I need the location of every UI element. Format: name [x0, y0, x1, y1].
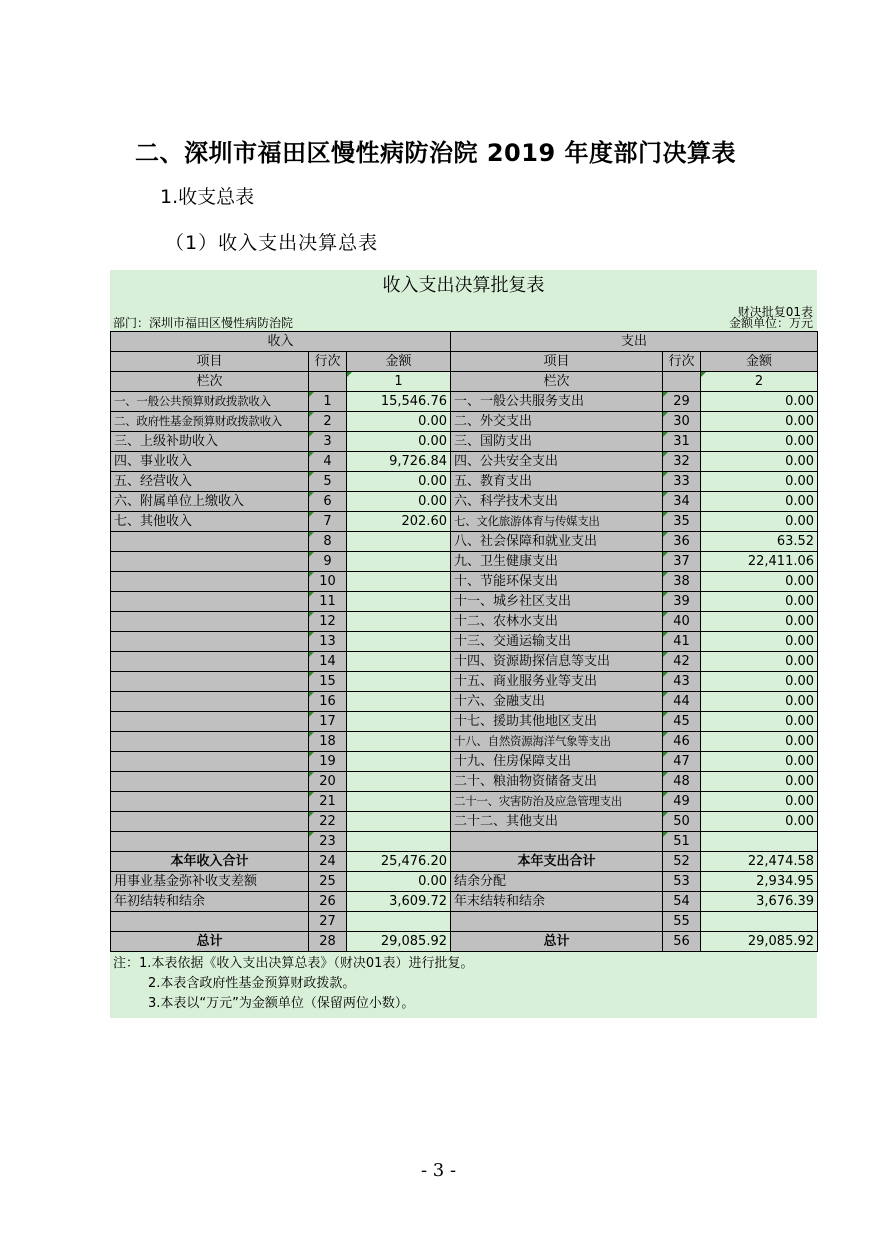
- expense-amount: [701, 912, 818, 932]
- expense-row-no: 48: [663, 772, 701, 792]
- expense-amount: 0.00: [701, 432, 818, 452]
- unit-label: 金额单位：万元: [728, 316, 813, 330]
- table-row: [111, 632, 818, 652]
- income-amount-header: 金额: [347, 352, 451, 372]
- column-header-row: [111, 352, 818, 372]
- expense-amount: 0.00: [701, 752, 818, 772]
- table-notes: [110, 952, 817, 1018]
- expense-row-no: 40: [663, 612, 701, 632]
- expense-row-no: 42: [663, 652, 701, 672]
- income-row-no: 13: [309, 632, 347, 652]
- expense-amount: 22,411.06: [701, 552, 818, 572]
- expense-amount: 0.00: [701, 712, 818, 732]
- expense-item-label: 七、文化旅游体育与传媒支出: [451, 512, 663, 532]
- expense-item-label: 八、社会保障和就业支出: [451, 532, 663, 552]
- income-row-no: 22: [309, 812, 347, 832]
- income-amount: [347, 552, 451, 572]
- income-item-label: 年初结转和结余: [111, 892, 309, 912]
- table-row: [111, 412, 818, 432]
- expense-item-label: [451, 912, 663, 932]
- expense-amount: 0.00: [701, 632, 818, 652]
- income-amount: 0.00: [347, 872, 451, 892]
- grand-total-row: [111, 932, 818, 952]
- expense-amount: 0.00: [701, 792, 818, 812]
- expense-item-label: 十三、交通运输支出: [451, 632, 663, 652]
- income-lanci-blank: [309, 372, 347, 392]
- expense-amount: [701, 832, 818, 852]
- income-item-label: [111, 772, 309, 792]
- expense-amount: 0.00: [701, 492, 818, 512]
- income-item-label: [111, 652, 309, 672]
- page-number: - 3 -: [420, 1160, 457, 1181]
- expense-year-total-amount: 22,474.58: [701, 852, 818, 872]
- expense-row-no: 30: [663, 412, 701, 432]
- expense-amount: 0.00: [701, 472, 818, 492]
- income-grand-total-amount: 29,085.92: [347, 932, 451, 952]
- expense-item-label: [451, 832, 663, 852]
- income-amount: [347, 812, 451, 832]
- income-item-label: [111, 552, 309, 572]
- expense-item-header: 项目: [451, 352, 663, 372]
- expense-row-no: 51: [663, 832, 701, 852]
- expense-item-label: 十六、金融支出: [451, 692, 663, 712]
- income-row-no: 9: [309, 552, 347, 572]
- table-subheading: （1）收入支出决算总表: [165, 232, 379, 254]
- expense-row-no: 39: [663, 592, 701, 612]
- income-item-label: 七、其他收入: [111, 512, 309, 532]
- table-row: [111, 652, 818, 672]
- expense-amount: 0.00: [701, 732, 818, 752]
- income-row-no: 21: [309, 792, 347, 812]
- income-amount: 202.60: [347, 512, 451, 532]
- expense-row-no: 35: [663, 512, 701, 532]
- table-row: [111, 732, 818, 752]
- income-amount: [347, 732, 451, 752]
- table-row: [111, 832, 818, 852]
- expense-row-no: 47: [663, 752, 701, 772]
- expense-year-total-label: 本年支出合计: [451, 852, 663, 872]
- expense-amount: 0.00: [701, 392, 818, 412]
- section-header-row: [111, 332, 818, 352]
- income-year-total-amount: 25,476.20: [347, 852, 451, 872]
- income-amount: [347, 652, 451, 672]
- income-amount: [347, 672, 451, 692]
- income-row-no: 18: [309, 732, 347, 752]
- expense-row-no: 41: [663, 632, 701, 652]
- income-item-label: [111, 632, 309, 652]
- expense-grand-total-label: 总计: [451, 932, 663, 952]
- expense-row-header: 行次: [663, 352, 701, 372]
- income-amount: [347, 592, 451, 612]
- income-row-no: 19: [309, 752, 347, 772]
- expense-item-label: 十、节能环保支出: [451, 572, 663, 592]
- expense-row-no: 34: [663, 492, 701, 512]
- table-row: [111, 392, 818, 412]
- income-item-label: [111, 912, 309, 932]
- income-grand-total-no: 28: [309, 932, 347, 952]
- expense-grand-total-amount: 29,085.92: [701, 932, 818, 952]
- approval-sheet: [110, 270, 817, 1018]
- income-row-no: 3: [309, 432, 347, 452]
- lanci-row: [111, 372, 818, 392]
- expense-item-label: 二十、粮油物资储备支出: [451, 772, 663, 792]
- expense-row-no: 45: [663, 712, 701, 732]
- income-year-total-no: 24: [309, 852, 347, 872]
- expense-item-label: 九、卫生健康支出: [451, 552, 663, 572]
- table-row: [111, 772, 818, 792]
- income-row-no: 27: [309, 912, 347, 932]
- expense-amount: 0.00: [701, 652, 818, 672]
- budget-table: [110, 331, 818, 952]
- expense-row-no: 32: [663, 452, 701, 472]
- expense-amount: 0.00: [701, 812, 818, 832]
- income-item-label: 四、事业收入: [111, 452, 309, 472]
- income-row-no: 17: [309, 712, 347, 732]
- table-row: [111, 692, 818, 712]
- expense-row-no: 37: [663, 552, 701, 572]
- expense-item-label: 四、公共安全支出: [451, 452, 663, 472]
- expense-amount: 0.00: [701, 412, 818, 432]
- expense-amount: 0.00: [701, 572, 818, 592]
- income-item-label: 二、政府性基金预算财政拨款收入: [111, 412, 309, 432]
- income-row-no: 11: [309, 592, 347, 612]
- income-amount: 0.00: [347, 492, 451, 512]
- note-line: 注：1.本表依据《收入支出决算总表》（财决01表）进行批复。: [113, 956, 474, 971]
- income-row-no: 16: [309, 692, 347, 712]
- income-row-no: 10: [309, 572, 347, 592]
- year-total-row: [111, 852, 818, 872]
- income-item-label: [111, 592, 309, 612]
- table-row: [111, 752, 818, 772]
- expense-lanci-label: 栏次: [451, 372, 663, 392]
- income-item-label: [111, 532, 309, 552]
- income-item-label: [111, 832, 309, 852]
- expense-amount: 2,934.95: [701, 872, 818, 892]
- summary-body: [111, 852, 818, 952]
- expense-year-total-no: 52: [663, 852, 701, 872]
- income-item-label: [111, 692, 309, 712]
- income-amount: 9,726.84: [347, 452, 451, 472]
- income-item-header: 项目: [111, 352, 309, 372]
- table-row: [111, 472, 818, 492]
- expense-row-no: 44: [663, 692, 701, 712]
- expense-item-label: 十八、自然资源海洋气象等支出: [451, 732, 663, 752]
- expense-amount: 63.52: [701, 532, 818, 552]
- income-amount: 0.00: [347, 412, 451, 432]
- expense-item-label: 六、科学技术支出: [451, 492, 663, 512]
- expense-row-no: 46: [663, 732, 701, 752]
- table-row: [111, 792, 818, 812]
- income-row-no: 4: [309, 452, 347, 472]
- expense-item-label: 十二、农林水支出: [451, 612, 663, 632]
- note-line: 3.本表以“万元”为金额单位（保留两位小数）。: [148, 996, 415, 1011]
- form-code: 财决批复01表: [737, 305, 813, 319]
- income-row-no: 12: [309, 612, 347, 632]
- income-item-label: 三、上级补助收入: [111, 432, 309, 452]
- expense-row-no: 38: [663, 572, 701, 592]
- expense-item-label: 结余分配: [451, 872, 663, 892]
- table-row: [111, 892, 818, 912]
- income-amount: [347, 712, 451, 732]
- expense-item-label: 一、一般公共服务支出: [451, 392, 663, 412]
- table-row: [111, 592, 818, 612]
- income-amount: [347, 532, 451, 552]
- table-row: [111, 712, 818, 732]
- income-amount: [347, 752, 451, 772]
- income-item-label: [111, 812, 309, 832]
- expense-grand-total-no: 56: [663, 932, 701, 952]
- expense-amount: 0.00: [701, 592, 818, 612]
- table-row: [111, 672, 818, 692]
- income-grand-total-label: 总计: [111, 932, 309, 952]
- income-row-no: 5: [309, 472, 347, 492]
- income-amount: [347, 692, 451, 712]
- income-row-no: 6: [309, 492, 347, 512]
- income-item-label: [111, 752, 309, 772]
- income-lanci-label: 栏次: [111, 372, 309, 392]
- expense-amount: 0.00: [701, 512, 818, 532]
- table-row: [111, 532, 818, 552]
- table-row: [111, 492, 818, 512]
- expense-amount: 3,676.39: [701, 892, 818, 912]
- expense-amount-header: 金额: [701, 352, 818, 372]
- income-row-no: 25: [309, 872, 347, 892]
- income-item-label: [111, 612, 309, 632]
- income-row-header: 行次: [309, 352, 347, 372]
- income-row-no: 14: [309, 652, 347, 672]
- department-label: 部门：深圳市福田区慢性病防治院: [113, 316, 294, 330]
- expense-row-no: 55: [663, 912, 701, 932]
- income-row-no: 7: [309, 512, 347, 532]
- expense-row-no: 29: [663, 392, 701, 412]
- table-body: [111, 392, 818, 852]
- expense-amount: 0.00: [701, 672, 818, 692]
- expense-amount: 0.00: [701, 452, 818, 472]
- expense-item-label: 二、外交支出: [451, 412, 663, 432]
- expense-item-label: 十九、住房保障支出: [451, 752, 663, 772]
- expense-item-label: 十四、资源勘探信息等支出: [451, 652, 663, 672]
- income-row-no: 8: [309, 532, 347, 552]
- income-lanci-number: 1: [347, 372, 451, 392]
- income-amount: [347, 632, 451, 652]
- income-row-no: 2: [309, 412, 347, 432]
- expense-lanci-blank: [663, 372, 701, 392]
- income-row-no: 1: [309, 392, 347, 412]
- sheet-title: 收入支出决算批复表: [382, 275, 545, 296]
- table-row: [111, 812, 818, 832]
- expense-item-label: 年末结转和结余: [451, 892, 663, 912]
- expense-row-no: 54: [663, 892, 701, 912]
- table-row: [111, 912, 818, 932]
- expense-header: 支出: [451, 332, 818, 352]
- income-row-no: 15: [309, 672, 347, 692]
- income-amount: [347, 832, 451, 852]
- income-header: 收入: [111, 332, 451, 352]
- income-item-label: [111, 572, 309, 592]
- table-row: [111, 612, 818, 632]
- table-row: [111, 872, 818, 892]
- income-item-label: [111, 672, 309, 692]
- income-item-label: 五、经营收入: [111, 472, 309, 492]
- expense-item-label: 十一、城乡社区支出: [451, 592, 663, 612]
- expense-row-no: 50: [663, 812, 701, 832]
- expense-item-label: 十七、援助其他地区支出: [451, 712, 663, 732]
- sheet-meta: [110, 301, 817, 331]
- income-amount: 0.00: [347, 472, 451, 492]
- income-row-no: 20: [309, 772, 347, 792]
- income-amount: 15,546.76: [347, 392, 451, 412]
- expense-row-no: 49: [663, 792, 701, 812]
- income-year-total-label: 本年收入合计: [111, 852, 309, 872]
- income-amount: 0.00: [347, 432, 451, 452]
- income-item-label: 一、一般公共预算财政拨款收入: [111, 392, 309, 412]
- income-item-label: [111, 712, 309, 732]
- expense-row-no: 31: [663, 432, 701, 452]
- expense-row-no: 33: [663, 472, 701, 492]
- income-row-no: 23: [309, 832, 347, 852]
- section-subheading: 1.收支总表: [160, 186, 255, 208]
- expense-lanci-number: 2: [701, 372, 818, 392]
- income-amount: [347, 772, 451, 792]
- income-item-label: 用事业基金弥补收支差额: [111, 872, 309, 892]
- expense-amount: 0.00: [701, 692, 818, 712]
- table-row: [111, 512, 818, 532]
- income-item-label: [111, 732, 309, 752]
- income-item-label: 六、附属单位上缴收入: [111, 492, 309, 512]
- income-amount: 3,609.72: [347, 892, 451, 912]
- income-amount: [347, 912, 451, 932]
- expense-row-no: 43: [663, 672, 701, 692]
- table-row: [111, 552, 818, 572]
- income-amount: [347, 612, 451, 632]
- income-item-label: [111, 792, 309, 812]
- expense-amount: 0.00: [701, 772, 818, 792]
- table-row: [111, 452, 818, 472]
- note-line: 2.本表含政府性基金预算财政拨款。: [148, 976, 356, 991]
- table-row: [111, 432, 818, 452]
- expense-item-label: 十五、商业服务业等支出: [451, 672, 663, 692]
- expense-item-label: 五、教育支出: [451, 472, 663, 492]
- expense-item-label: 二十二、其他支出: [451, 812, 663, 832]
- expense-item-label: 三、国防支出: [451, 432, 663, 452]
- income-amount: [347, 792, 451, 812]
- expense-row-no: 53: [663, 872, 701, 892]
- expense-item-label: 二十一、灾害防治及应急管理支出: [451, 792, 663, 812]
- document-heading: 二、深圳市福田区慢性病防治院 2019 年度部门决算表: [135, 139, 737, 167]
- expense-row-no: 36: [663, 532, 701, 552]
- table-row: [111, 572, 818, 592]
- expense-amount: 0.00: [701, 612, 818, 632]
- income-amount: [347, 572, 451, 592]
- income-row-no: 26: [309, 892, 347, 912]
